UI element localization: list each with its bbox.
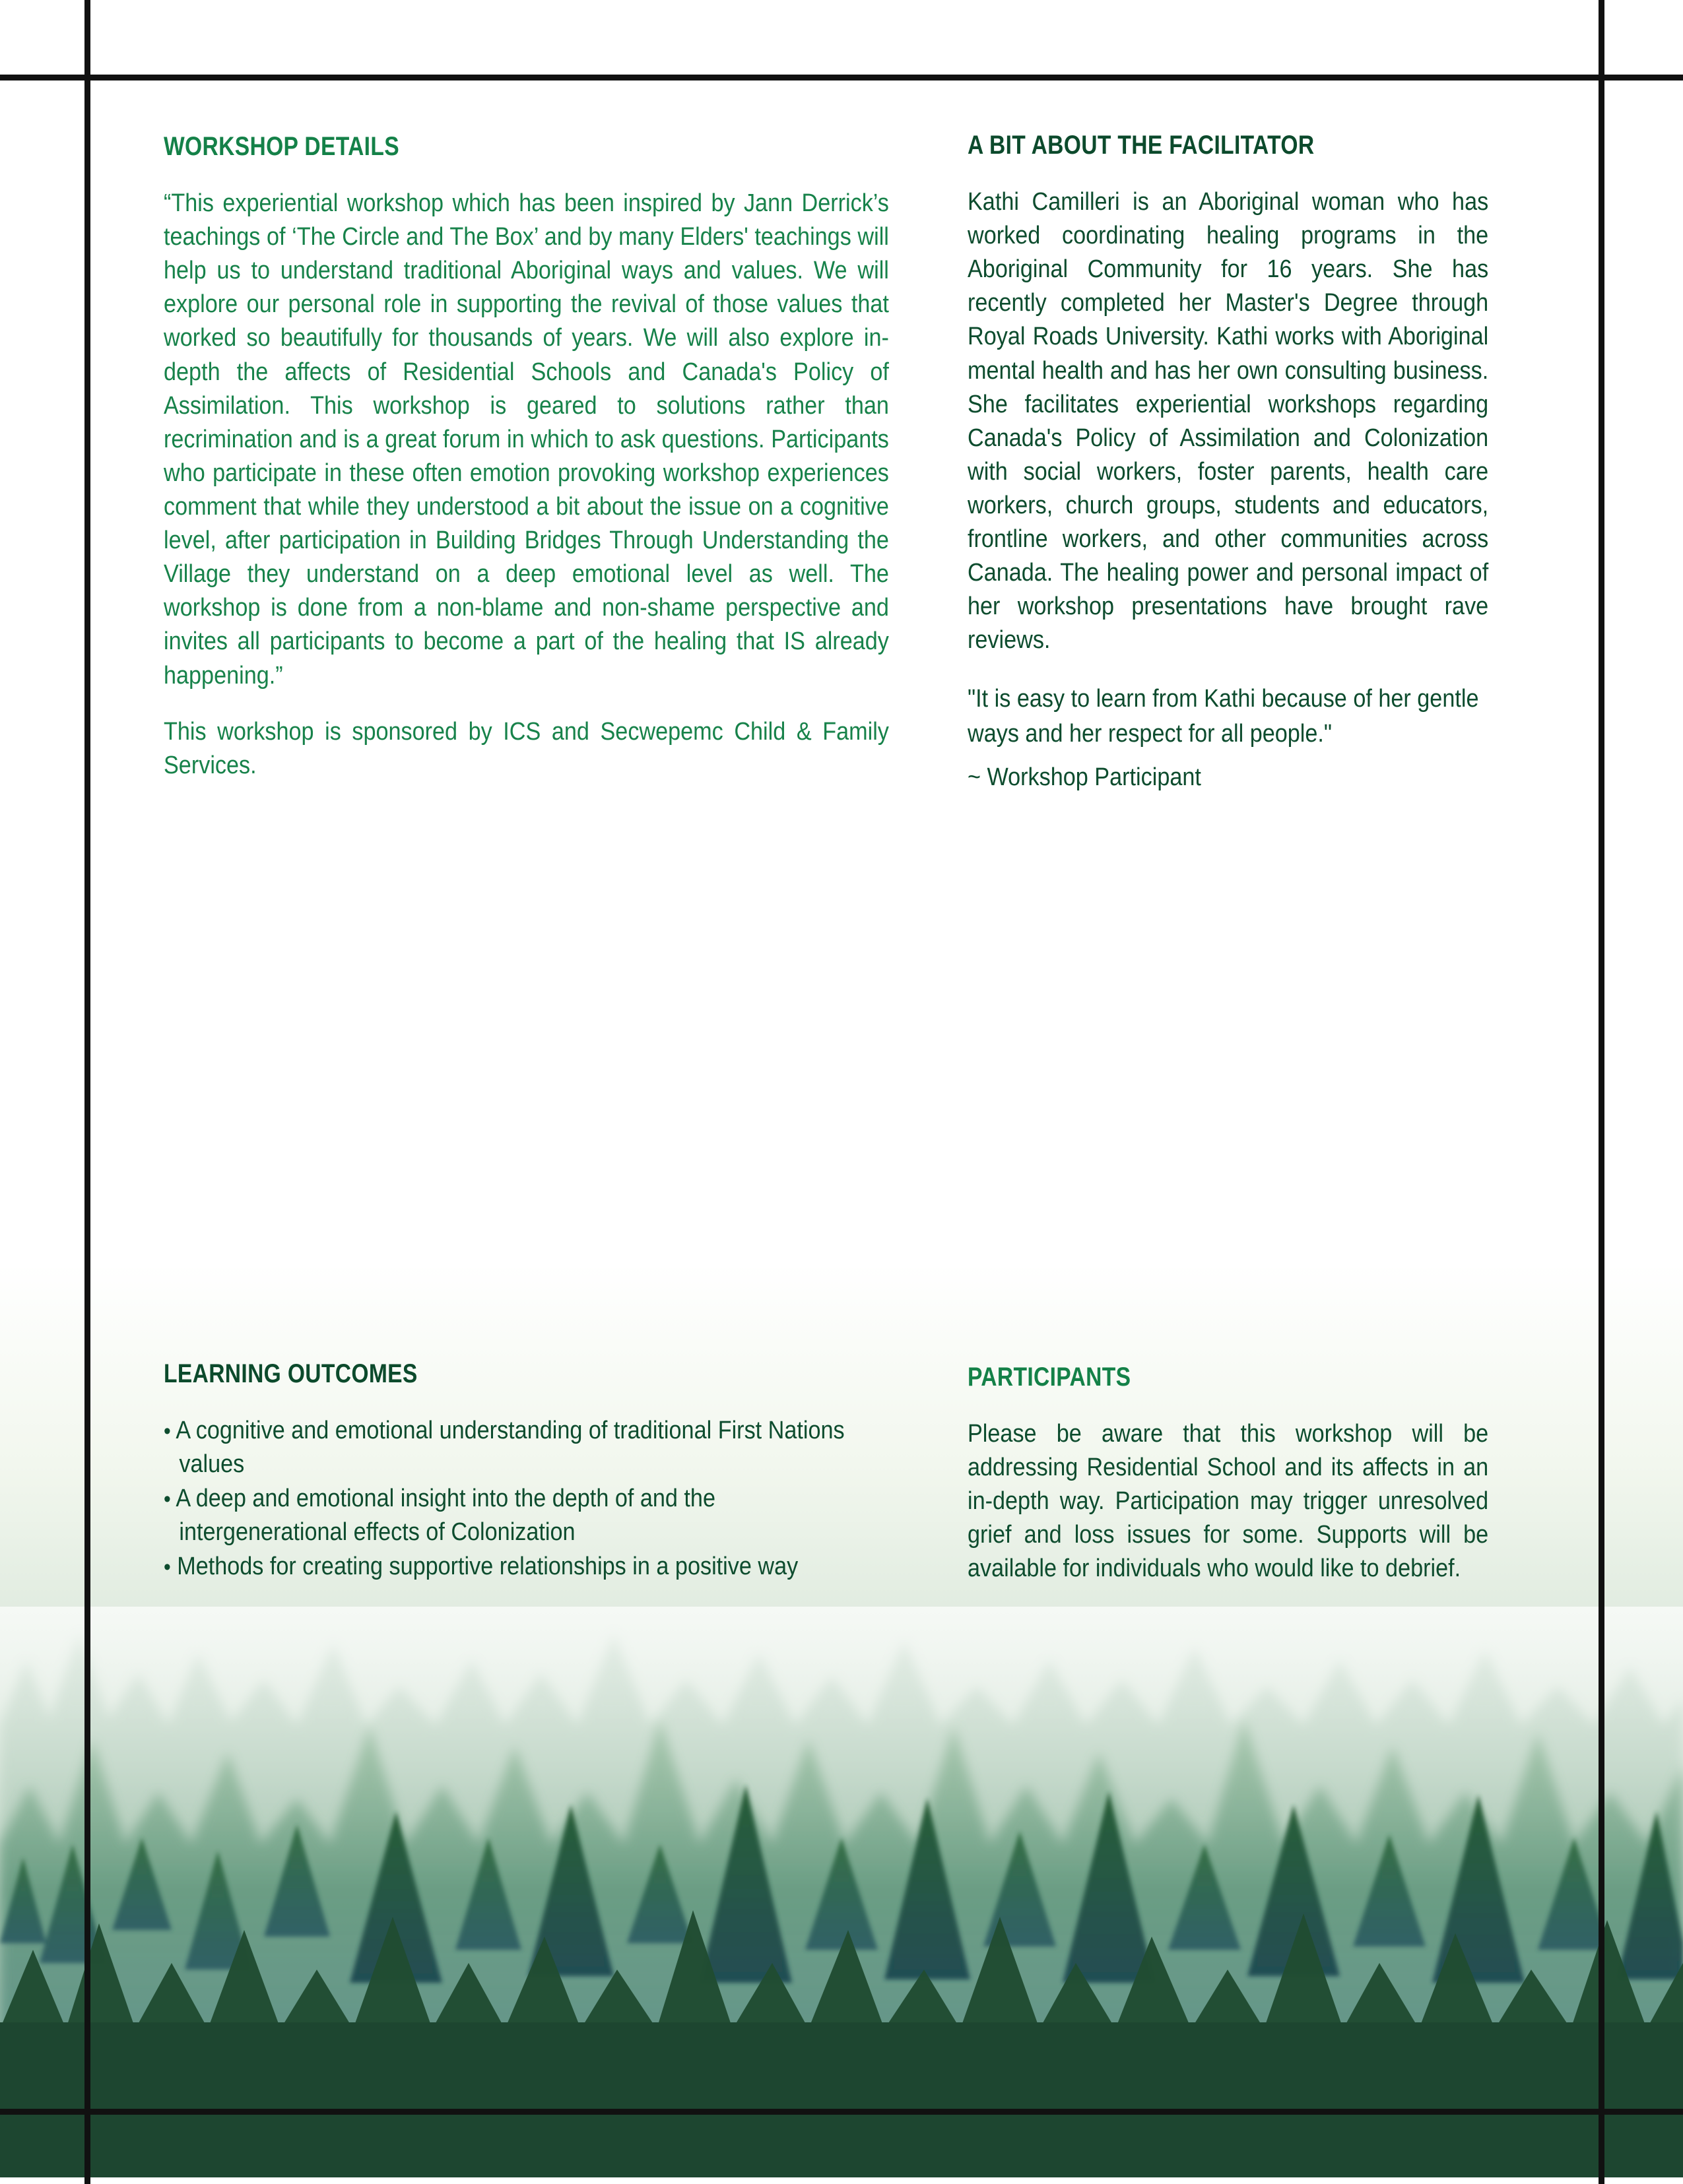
bullet-icon: • xyxy=(164,1555,171,1580)
list-item xyxy=(164,1414,889,1481)
bullet-icon: • xyxy=(164,1487,171,1512)
workshop-details-paragraph: “This experiential workshop which has been inspired by Jann Derrick’s teachings of ‘The Circle and The Box’ and by many Elders' teachings will help us to understand traditional Aboriginal ways and values. We will explore our personal role in supporting the revival of those values that worked so beautifully for thousands of years. We will also explore in-depth the affects of Residential Schools and Canada's Policy of Assimilation. This workshop is geared to solutions rather than recrimination and is a great forum in which to ask questions. Participants who participate in these often emotion provoking workshop experiences comment that while they understood a bit about the issue on a cognitive level, after participation in Building Bridges Through Understanding the Village they understand on a deep emotional level as well. The workshop is done from a non-blame and non-shame perspective and invites all participants to become a part of the healing that IS already happening.” xyxy=(164,189,889,690)
list-item-label: Methods for creating supportive relationships in a positive way xyxy=(177,1553,799,1581)
list-item-label: A cognitive and emotional understanding of traditional First Nations values xyxy=(176,1417,845,1478)
frame-line-left xyxy=(84,0,90,2184)
facilitator-heading: A BIT ABOUT THE FACILITATOR xyxy=(968,131,1315,160)
facilitator-section xyxy=(968,131,1489,796)
facilitator-paragraph: Kathi Camilleri is an Aboriginal woman who has worked coordinating healing programs in the Aboriginal Community for 16 years. She has recently completed her Master's Degree through Royal Roads University. Kathi works with Aboriginal mental health and has her own consulting business. She facilitates experiential workshops regarding Canada's Policy of Assimilation and Colonization with social workers, foster parents, health care workers, church groups, students and educators, frontline workers, and other communities across Canada. The healing power and personal impact of her workshop presentations have brought rave reviews. xyxy=(968,188,1489,655)
participants-heading: PARTICIPANTS xyxy=(968,1363,1131,1392)
testimonial-quote: "It is easy to learn from Kathi because of her gentle ways and her respect for all people." xyxy=(968,684,1479,748)
participants-paragraph: Please be aware that this workshop will be addressing Residential School and its affects in an in-depth way. Participation may trigger unresolved grief and loss issues for some. Supports will be available for individuals who would like to debrief. xyxy=(968,1420,1489,1583)
list-item xyxy=(164,1482,889,1549)
workshop-sponsor-paragraph: This workshop is sponsored by ICS and Secwepemc Child & Family Services. xyxy=(164,717,889,779)
bullet-icon: • xyxy=(164,1419,171,1444)
frame-line-right xyxy=(1599,0,1604,2184)
list-item-label: A deep and emotional insight into the depth of and the intergenerational effects of Colonization xyxy=(176,1485,715,1546)
testimonial-block xyxy=(968,682,1488,796)
participants-section xyxy=(968,1363,1489,1586)
learning-outcomes-heading: LEARNING OUTCOMES xyxy=(164,1359,418,1388)
list-item xyxy=(164,1550,889,1584)
workshop-details-section xyxy=(164,132,890,783)
workshop-details-heading: WORKSHOP DETAILS xyxy=(164,132,399,161)
learning-outcomes-section xyxy=(164,1359,890,1585)
frame-line-top xyxy=(0,75,1683,80)
frame-line-bottom xyxy=(0,2109,1683,2115)
learning-outcomes-list xyxy=(164,1414,889,1584)
testimonial-attribution: ~ Workshop Participant xyxy=(968,763,1201,792)
